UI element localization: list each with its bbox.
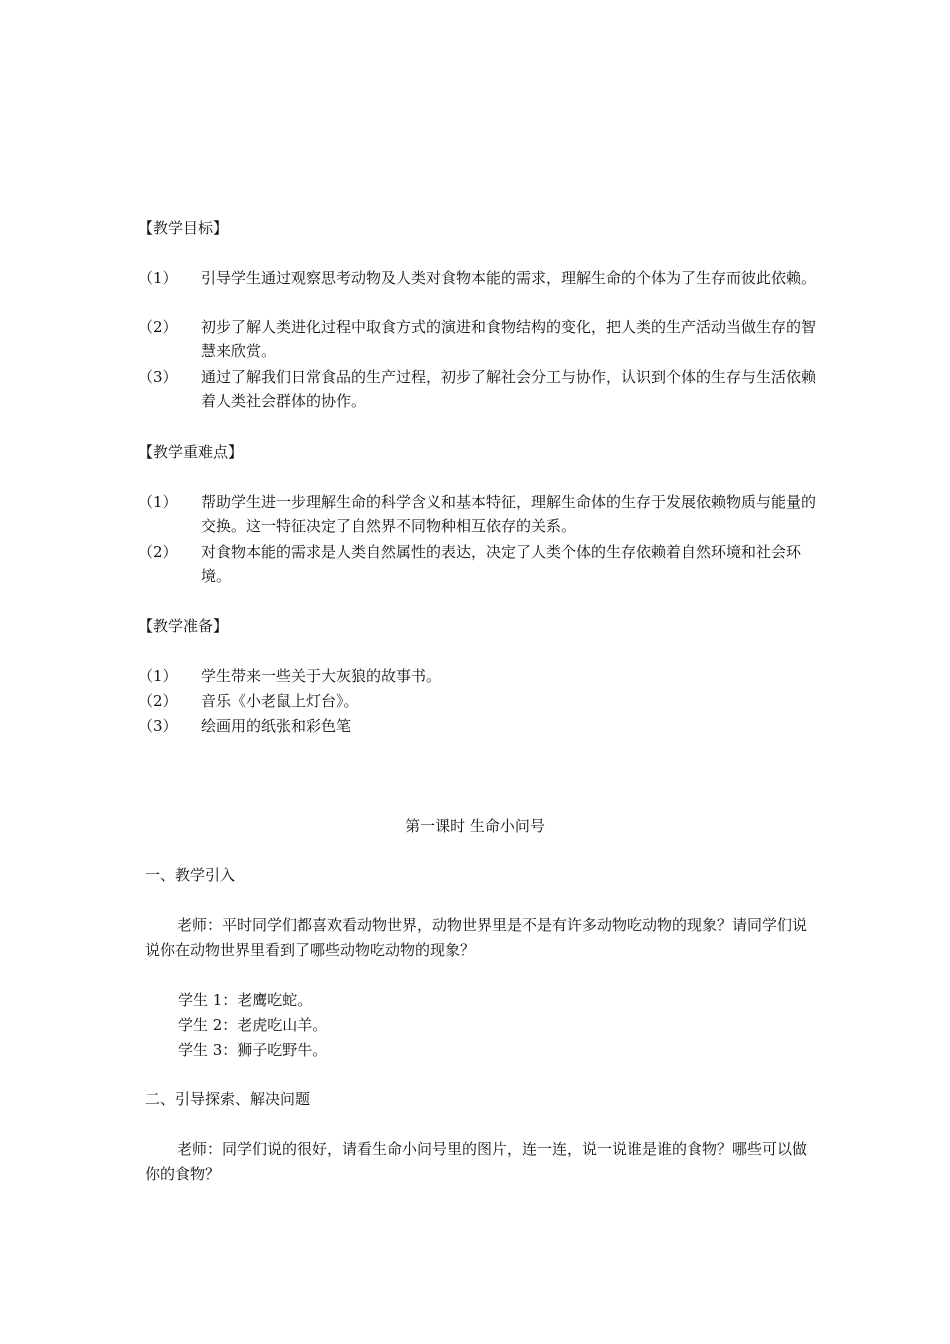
objective-item-2: [138, 315, 818, 363]
objectives-heading: 【教学目标】: [138, 219, 229, 237]
key-point-text-1: 帮助学生进一步理解生命的科学含义和基本特征，理解生命体的生存于发展依赖物质与能量的交换。这一特征决定了自然界不同物种相互依存的关系。: [201, 493, 817, 535]
lesson-title: 第一课时 生命小问号: [405, 817, 545, 835]
objective-text-2: 初步了解人类进化过程中取食方式的演进和食物结构的变化，把人类的生产活动当做生存的智慧来欣赏。: [201, 318, 817, 360]
part2-heading: 二、引导探索、解决问题: [145, 1090, 311, 1108]
key-points-heading: 【教学重难点】: [138, 443, 244, 461]
part1-heading: 一、教学引入: [145, 866, 236, 884]
preparation-item-2: [138, 689, 818, 713]
preparation-heading: 【教学准备】: [138, 617, 229, 635]
objective-num-1: （1）: [138, 269, 178, 287]
objective-num-3: （3）: [138, 368, 178, 386]
objective-text-1: 引导学生通过观察思考动物及人类对食物本能的需求，理解生命的个体为了生存而彼此依赖。: [201, 269, 817, 287]
preparation-item-1: [138, 664, 818, 688]
key-point-item-2: [138, 540, 818, 588]
objective-item-3: [138, 365, 818, 413]
key-point-num-1: （1）: [138, 493, 178, 511]
preparation-num-3: （3）: [138, 717, 178, 735]
key-point-item-1: [138, 490, 818, 538]
student-answer-2: 学生 2：老虎吃山羊。: [178, 1016, 328, 1034]
part2-teacher-paragraph: 老师：同学们说的很好，请看生命小问号里的图片，连一连，说一说谁是谁的食物？哪些可以做你的食物？: [145, 1140, 808, 1183]
preparation-item-3: [138, 714, 818, 738]
student-answer-3: 学生 3：狮子吃野牛。: [178, 1041, 328, 1059]
key-point-text-2: 对食物本能的需求是人类自然属性的表达，决定了人类个体的生存依赖着自然环境和社会环境。: [201, 543, 802, 585]
preparation-text-1: 学生带来一些关于大灰狼的故事书。: [201, 667, 442, 685]
objective-text-3: 通过了解我们日常食品的生产过程，初步了解社会分工与协作，认识到个体的生存与生活依赖着人类社会群体的协作。: [201, 368, 817, 410]
student-answer-1: 学生 1：老鹰吃蛇。: [178, 991, 313, 1009]
key-point-num-2: （2）: [138, 543, 178, 561]
objective-num-2: （2）: [138, 318, 178, 336]
objective-item-1: [138, 266, 818, 290]
preparation-num-1: （1）: [138, 667, 178, 685]
part1-teacher-paragraph: 老师：平时同学们都喜欢看动物世界，动物世界里是不是有许多动物吃动物的现象？请同学们说说你在动物世界里看到了哪些动物吃动物的现象？: [145, 916, 808, 959]
preparation-text-3: 绘画用的纸张和彩色笔: [201, 717, 352, 735]
preparation-num-2: （2）: [138, 692, 178, 710]
preparation-text-2: 音乐《小老鼠上灯台》。: [201, 692, 359, 710]
